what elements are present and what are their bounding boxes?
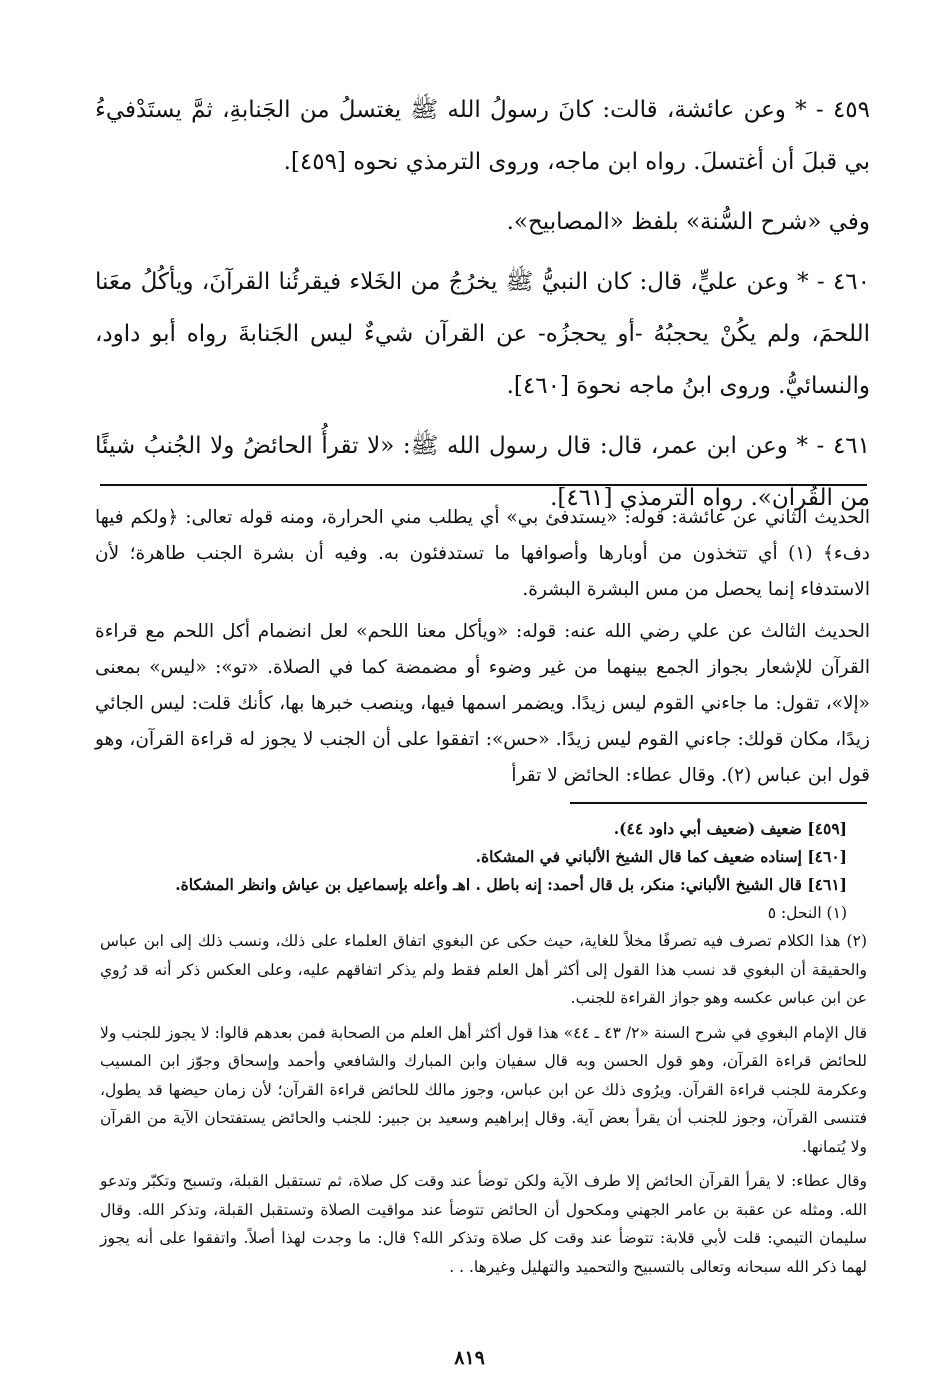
footnote-2: (٢) هذا الكلام تصرف فيه تصرفًا مخلاً للغاية، حيث حكى عن البغوي اتفاق العلماء على ذلك، ونسب ذلك إلى ابن عباس والحقيقة أن البغوي قد نسب هذا القول إلى أكثر أهل العلم فقط ولم يذكر اتفاقهم عليه، وعلى العكس ذكر أنه قد رُوي عن ابن عباس عكسه وهو جواز القراءة للجنب. bbox=[100, 932, 867, 1007]
footnote-ata: وقال عطاء: لا يقرأ القرآن الحائض إلا طرف الآية ولكن توضأ عند وقت كل صلاة، ثم تستقبل القبلة، وتسبح وتكبّر وتدعو الله. ومثله عن عقبة بن عامر الجهني ومكحول أن الحائض تتوضأ عند مواقيت الصلاة وتستقبل القبلة، وتذكر الله. وقال سليمان التيمي: قلت لأبي قلابة: تتوضأ عند وقت كل صلاة وتذكر الله؟ قال: ما وجدت لهذا أصلاً. واتفقوا على أنه يجوز لهما ذكر الله سبحانه وتعالى بالتسبيح والتحميد والتهليل وغيرها. . . bbox=[100, 1172, 867, 1276]
commentary-paragraph-1: الحديث الثاني عن عائشة: قوله: «يستدفئ بي» أي يطلب مني الحرارة، ومنه قوله تعالى: ﴿ولكم فيها دفء﴾ (١) أي تتخذون من أوبارها وأصوافها ما تستدفئون به. وفيه أن بشرة الجنب طاهرة؛ لأن الاستدفاء إنما يحصل من مس البشرة البشرة. bbox=[95, 507, 870, 600]
footnote-divider bbox=[570, 802, 867, 804]
footnote-baghawi: قال الإمام البغوي في شرح السنة «٢/ ٤٣ ـ ٤٤» هذا قول أكثر أهل العلم من الصحابة فمن بعدهم قالوا: لا يجوز للجنب ولا للحائض قراءة القرآن، وهو قول الحسن وبه قال سفيان وابن المبارك والشافعي وأحمد وإسحاق وجوّز ابن المسيب وعكرمة للجنب قراءة القرآن. ويرُوى ذلك عن ابن عباس، وجوز مالك للحائض قراءة القرآن؛ لأن زمان حيضها قد يطول، فتنسى القرآن، وجوز للجنب أن يقرأ بعض آية. وقال إبراهيم وسعيد بن جبير: للجنب والحائض يستفتحان الآية من القرآن ولا يُتمانها. bbox=[100, 1023, 867, 1156]
page-number: ٨١٩ bbox=[454, 1347, 485, 1369]
section-divider bbox=[100, 484, 867, 486]
hadith-460: ٤٦٠ - * وعن عليٍّ، قال: كان النبيُّ ﷺ يخرُجُ من الخَلاء فيقرئُنا القرآنَ، ويأكُلُ معَنا اللحمَ، ولم يكُنْ يحجبُهُ -أو يحجزُه- عن القرآن شيءٌ ليس الجَنابةَ رواه أبو داود، والنسائيُّ. وروى ابنُ ماجه نحوهَ [٤٦٠]. bbox=[95, 269, 870, 399]
hadith-459: ٤٥٩ - * وعن عائشة، قالت: كانَ رسولُ الله ﷺ يغتسلُ من الجَنابةِ، ثمَّ يستَدْفيءُ بي قبلَ أن أغتسلَ. رواه ابن ماجه، وروى الترمذي نحوه [٤٥٩]. bbox=[95, 97, 870, 175]
footnotes-area bbox=[100, 815, 867, 1287]
hadith-461: ٤٦١ - * وعن ابن عمر، قال: قال رسول الله ﷺ: «لا تقرأُ الحائضُ ولا الجُنبُ شيئًا من القُرآن». رواه الترمذي [٤٦١]. bbox=[95, 433, 870, 511]
commentary-paragraph-2: الحديث الثالث عن علي رضي الله عنه: قوله: «ويأكل معنا اللحم» لعل انضمام أكل اللحم مع قراءة القرآن للإشعار بجواز الجمع بينهما من غير وضوء أو مضمضة كما في الصلاة. «تو»: «ليس» بمعنى «إلا»، تقول: ما جاءني القوم ليس زيدًا. ويضمر اسمها فيها، وينصب خبرها بها، كأنك قلت: ليس الجائي زيدًا، مكان قولك: جاءني القوم ليس زيدًا. «حس»: اتفقوا على أن الجنب لا يجوز له قراءة القرآن، وهو قول ابن عباس (٢). وقال عطاء: الحائض لا تقرأ bbox=[95, 621, 870, 786]
grading-note-460: [٤٦٠] إسناده ضعيف كما قال الشيخ الألباني في المشكاة. bbox=[475, 847, 847, 866]
footnote-1: (١) النحل: ٥ bbox=[767, 904, 847, 922]
grading-note-461: [٤٦١] قال الشيخ الألباني: منكر، بل قال أحمد: إنه باطل . اهـ وأعله بإسماعيل بن عياش وانظر المشكاة. bbox=[175, 875, 847, 894]
main-text bbox=[95, 84, 870, 532]
hadith-459-note: وفي «شرح السُّنة» بلفظ «المصابيح». bbox=[506, 209, 870, 235]
commentary bbox=[95, 500, 870, 800]
grading-note-459: [٤٥٩] ضعيف (ضعيف أبي داود ٤٤). bbox=[613, 819, 847, 838]
